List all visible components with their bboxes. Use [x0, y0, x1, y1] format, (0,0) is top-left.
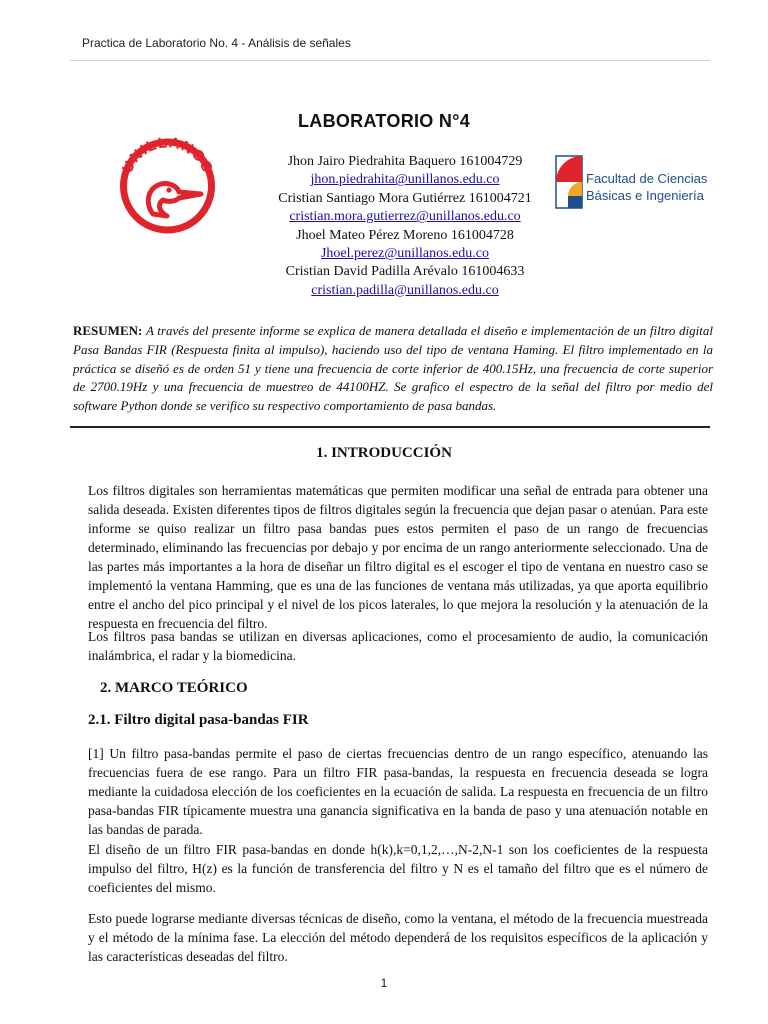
subsection-title-filtro-fir: 2.1. Filtro digital pasa-bandas FIR [88, 712, 309, 728]
section-title-introduccion: 1. INTRODUCCIÓN [316, 445, 452, 461]
abstract-text: A través del presente informe se explica de manera detallada el diseño e implementación de un filtro digital Pasa Bandas FIR (Respuesta finita al impulso), haciendo uso del tipo de ventana Haming. El filtro implementado en la práctica se diseñó es de orden 51 y tiene una frecuencia de corte inferior de 400.15Hz, una frecuencia de corte superior de 2700.19Hz y una frecuencia de muestreo de 44100HZ. Se grafico el espectro de la señal del filtro por medio del software Python donde se verifico su respectivo comportamiento de pasa bandas. [73, 323, 713, 414]
author-email-link[interactable]: jhon.piedrahita@unillanos.edu.co [310, 172, 500, 188]
intro-paragraph-1: Los filtros digitales son herramientas matemáticas que permiten modificar una señal de entrada para obtener una salida deseada. Existen diferentes tipos de filtros digitales según la frecuencia que dejan pasar o atenúan. Para este informe se quiso realizar un filtro pasa bandas pues estos permiten el paso de un rango de frecuencias determinado, eliminando las frecuencias por debajo y por encima de un rango anteriormente seleccionado. Una de las partes más importantes a la hora de diseñar un filtro digital es el escoger el tipo de ventana en nuestro caso se implementó la ventana Hamming, que es una de las funciones de ventana más utilizadas, ya que aporta equilibrio entre el ancho del pico principal y el nivel de los picos laterales, lo que mejora la resolución y la atenuación de la respuesta en frecuencia del filtro. [88, 483, 708, 631]
section-title-marco-teorico: 2. MARCO TEÓRICO [100, 680, 248, 696]
theory-paragraph-2: El diseño de un filtro FIR pasa-bandas en donde h(k),k=0,1,2,…,N-2,N-1 son los coeficientes de la respuesta impulso del filtro, H(z) es la función de transferencia del filtro y N es el tamaño del filtro que es el número de coeficientes del mismo. [88, 842, 708, 895]
document-title: LABORATORIO N°4 [297, 111, 471, 131]
theory-paragraph-1: [1] Un filtro pasa-bandas permite el paso de ciertas frecuencias dentro de un rango específico, atenuando las frecuencias fuera de ese rango. Para un filtro FIR pasa-bandas, la respuesta en frecuencia deseada se logra mediante la cuidadosa elección de los coeficientes en la ecuación de salida. La respuesta en frecuencia de un filtro pasa-bandas FIR típicamente muestra una ganancia significativa en la banda de paso y una atenuación notable en las bandas de parada. [88, 746, 708, 837]
page-number: 1 [380, 976, 388, 990]
intro-paragraph-2: Los filtros pasa bandas se utilizan en diversas aplicaciones, como el procesamiento de audio, la comunicación inalámbrica, el radar y la biomedicina. [88, 629, 708, 663]
abstract-divider [70, 426, 710, 428]
header-divider [70, 60, 710, 61]
author-email-link[interactable]: cristian.padilla@unillanos.edu.co [311, 282, 499, 298]
logo-arc-text: UNILLANOS [118, 134, 217, 176]
author-name: Cristian David Padilla Arévalo 161004633 [285, 264, 525, 280]
author-name: Jhoel Mateo Pérez Moreno 161004728 [296, 227, 514, 243]
faculty-name-line2: Básicas e Ingeniería [586, 188, 704, 203]
author-name: Cristian Santiago Mora Gutiérrez 161004721 [278, 190, 532, 206]
author-email-link[interactable]: Jhoel.perez@unillanos.edu.co [320, 246, 489, 262]
author-name: Jhon Jairo Piedrahita Baquero 161004729 [287, 154, 523, 169]
abstract [73, 322, 713, 416]
faculty-name-line1: Facultad de Ciencias [586, 171, 708, 186]
author-email-link[interactable]: cristian.mora.gutierrez@unillanos.edu.co [289, 209, 521, 225]
abstract-label: RESUMEN: [73, 323, 143, 338]
authors-block [180, 153, 630, 300]
running-header: Practica de Laboratorio No. 4 - Análisis de señales [82, 36, 351, 50]
theory-paragraph-3: Esto puede lograrse mediante diversas técnicas de diseño, como la ventana, el método de la frecuencia muestreada y el método de la mínima fase. La elección del método dependerá de los requisitos específicos de la aplicación y las características deseadas del filtro. [88, 911, 708, 964]
